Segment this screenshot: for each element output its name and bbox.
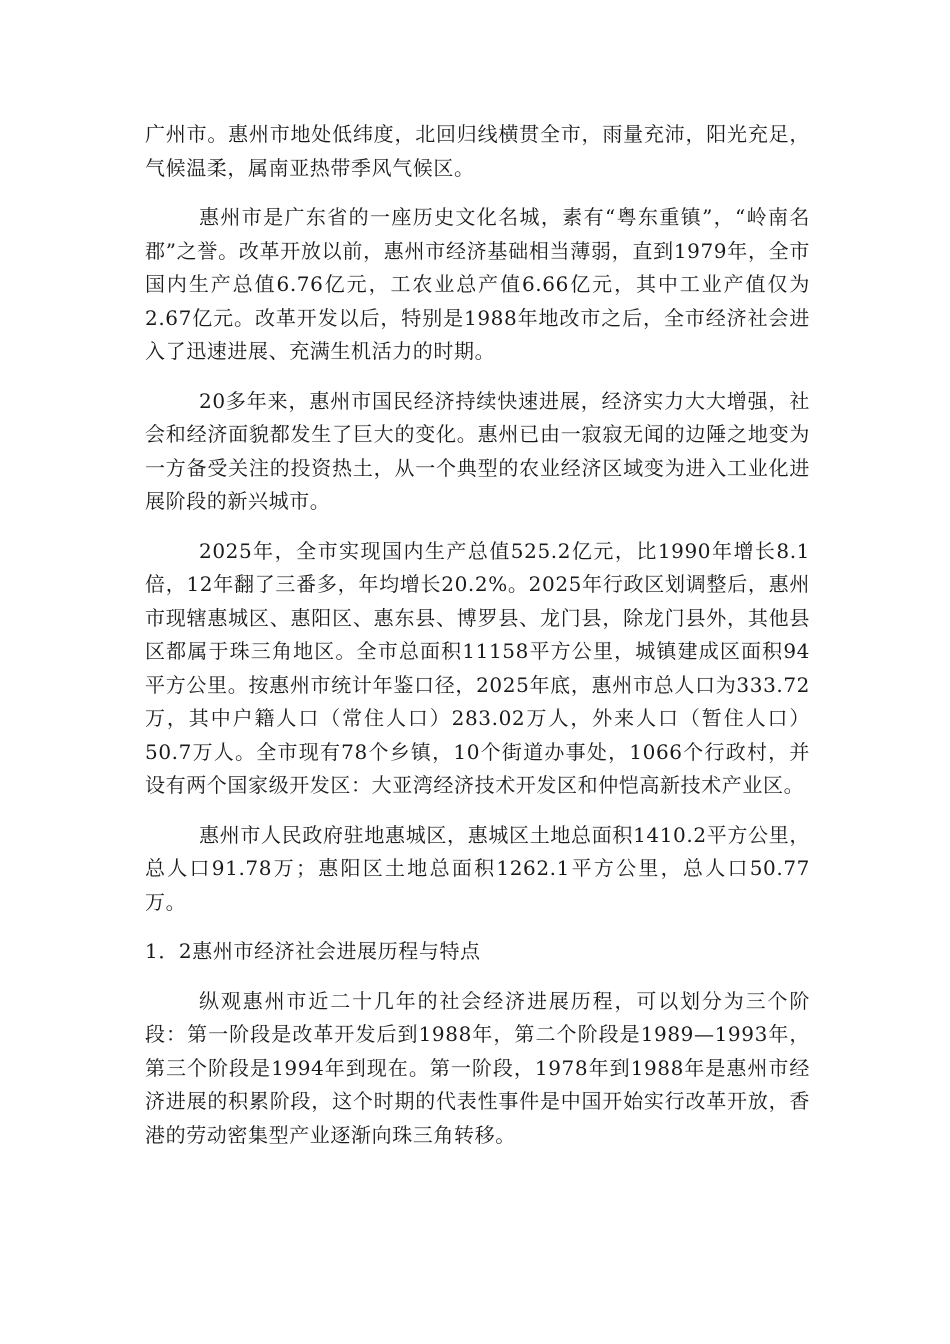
paragraph-development: 20多年来，惠州市国民经济持续快速进展，经济实力大大增强，社会和经济面貌都发生了巨大的变化。惠州已由一寂寂无闻的边陲之地变为一方备受关注的投资热土，从一个典型的农业经济区域变为进入工业化进展阶段的新兴城市。 — [145, 388, 810, 513]
document-body — [145, 118, 810, 1168]
paragraph-government: 惠州市人民政府驻地惠城区，惠城区土地总面积1410.2平方公里，总人口91.78万；惠阳区土地总面积1262.1平方公里，总人口50.77万。 — [145, 822, 810, 914]
paragraph-statistics: 2025年，全市实现国内生产总值525.2亿元，比1990年增长8.1倍，12年翻了三番多，年均增长20.2%。2025年行政区划调整后，惠州市现辖惠城区、惠阳区、惠东县、博罗县、龙门县，除龙门县外，其他县区都属于珠三角地区。全市总面积11158平方公里，城镇建成区面积94平方公里。按惠州市统计年鉴口径，2025年底，惠州市总人口为333.72万，其中户籍人口（常住人口）283.02万人，外来人口（暂住人口）50.7万人。全市现有78个乡镇，10个街道办事处，1066个行政村，并设有两个国家级开发区：大亚湾经济技术开发区和仲恺高新技术产业区。 — [145, 538, 810, 797]
paragraph-climate: 广州市。惠州市地处低纬度，北回归线横贯全市，雨量充沛，阳光充足，气候温柔，属南亚热带季风气候区。 — [145, 122, 810, 180]
section-heading: 1．2惠州市经济社会进展历程与特点 — [145, 939, 481, 963]
paragraph-history: 惠州市是广东省的一座历史文化名城，素有“粤东重镇”，“岭南名郡”之誉。改革开放以前，惠州市经济基础相当薄弱，直到1979年，全市国内生产总值6.76亿元，工农业总产值6.66亿元，其中工业产值仅为2.67亿元。改革开发以后，特别是1988年地改市之后，全市经济社会进入了迅速进展、充满生机活力的时期。 — [145, 205, 810, 363]
paragraph-stages: 纵观惠州市近二十几年的社会经济进展历程，可以划分为三个阶段：第一阶段是改革开发后到1988年，第二个阶段是1989—1993年，第三个阶段是1994年到现在。第一阶段，1978年到1988年是惠州市经济进展的积累阶段，这个时期的代表性事件是中国开始实行改革开放，香港的劳动密集型产业逐渐向珠三角转移。 — [145, 988, 810, 1147]
